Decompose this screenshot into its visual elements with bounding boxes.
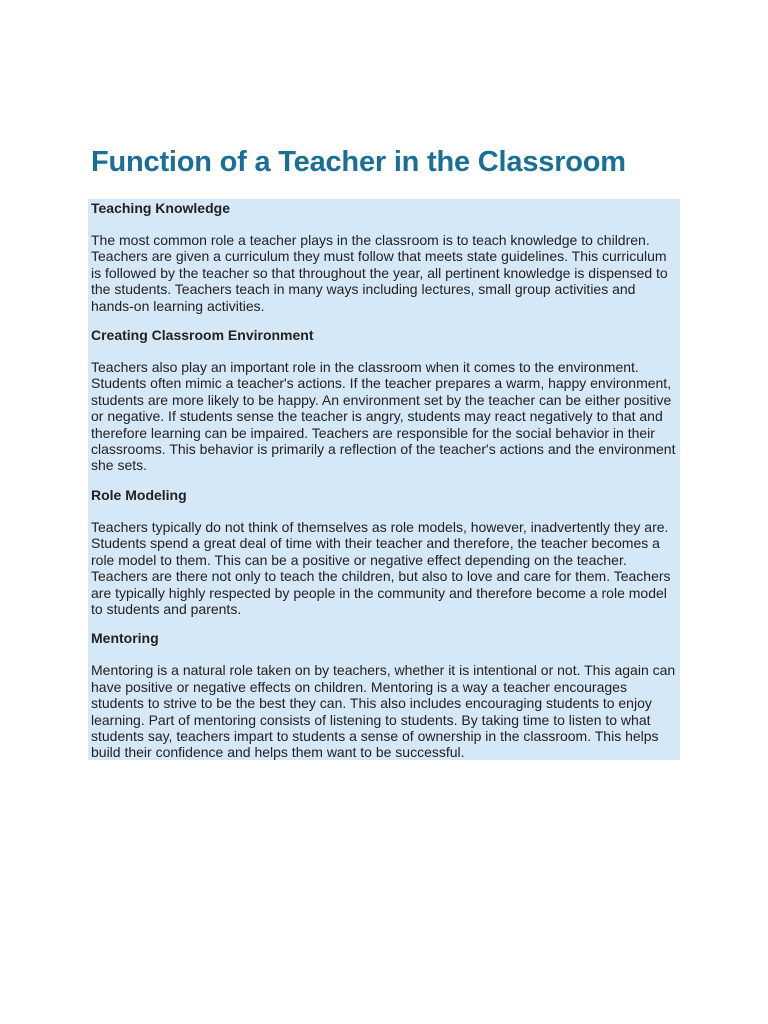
section-heading-classroom-environment: Creating Classroom Environment (91, 327, 314, 344)
page-title: Function of a Teacher in the Classroom (91, 146, 626, 178)
section-heading-teaching-knowledge: Teaching Knowledge (91, 200, 230, 216)
section-body-mentoring: Mentoring is a natural role taken on by teachers, whether it is intentional or not. This again can have positive or negative effects on children. Mentoring is a way a teacher encourages students to strive to be the best they can. This also includes encouraging students to enjoy learning. Part of mentoring consists of listening to students. By taking time to listen to what students say, teachers impart to students a sense of ownership in the classroom. This helps build their confidence and helps them want to be successful. (91, 662, 676, 761)
section-body-classroom-environment: Teachers also play an important role in the classroom when it comes to the environment. Students often mimic a teacher's actions. If the teacher prepares a warm, happy environment, students are more likely to be happy. An environment set by the teacher can be either positive or negative. If students sense the teacher is angry, students may react negatively to that and therefore learning can be impaired. Teachers are responsible for the social behavior in their classrooms. This behavior is primarily a reflection of the teacher's actions and the environment she sets. (91, 359, 676, 474)
section-body-role-modeling: Teachers typically do not think of themselves as role models, however, inadvertently they are. Students spend a great deal of time with their teacher and therefore, the teacher becomes a role model to them. This can be a positive or negative effect depending on the teacher. Teachers are there not only to teach the children, but also to love and care for them. Teachers are typically highly respected by people in the community and therefore become a role model to students and parents. (91, 518, 671, 617)
section-heading-mentoring: Mentoring (91, 630, 159, 647)
section-body-teaching-knowledge: The most common role a teacher plays in the classroom is to teach knowledge to children. Teachers are given a curriculum they must follow that meets state guidelines. This curriculum is followed by the teacher so that throughout the year, all pertinent knowledge is dispensed to the students. Teachers teach in many ways including lectures, small group activities and hands-on learning activities. (91, 232, 668, 314)
section-heading-role-modeling: Role Modeling (91, 486, 187, 503)
article-content (88, 199, 680, 760)
